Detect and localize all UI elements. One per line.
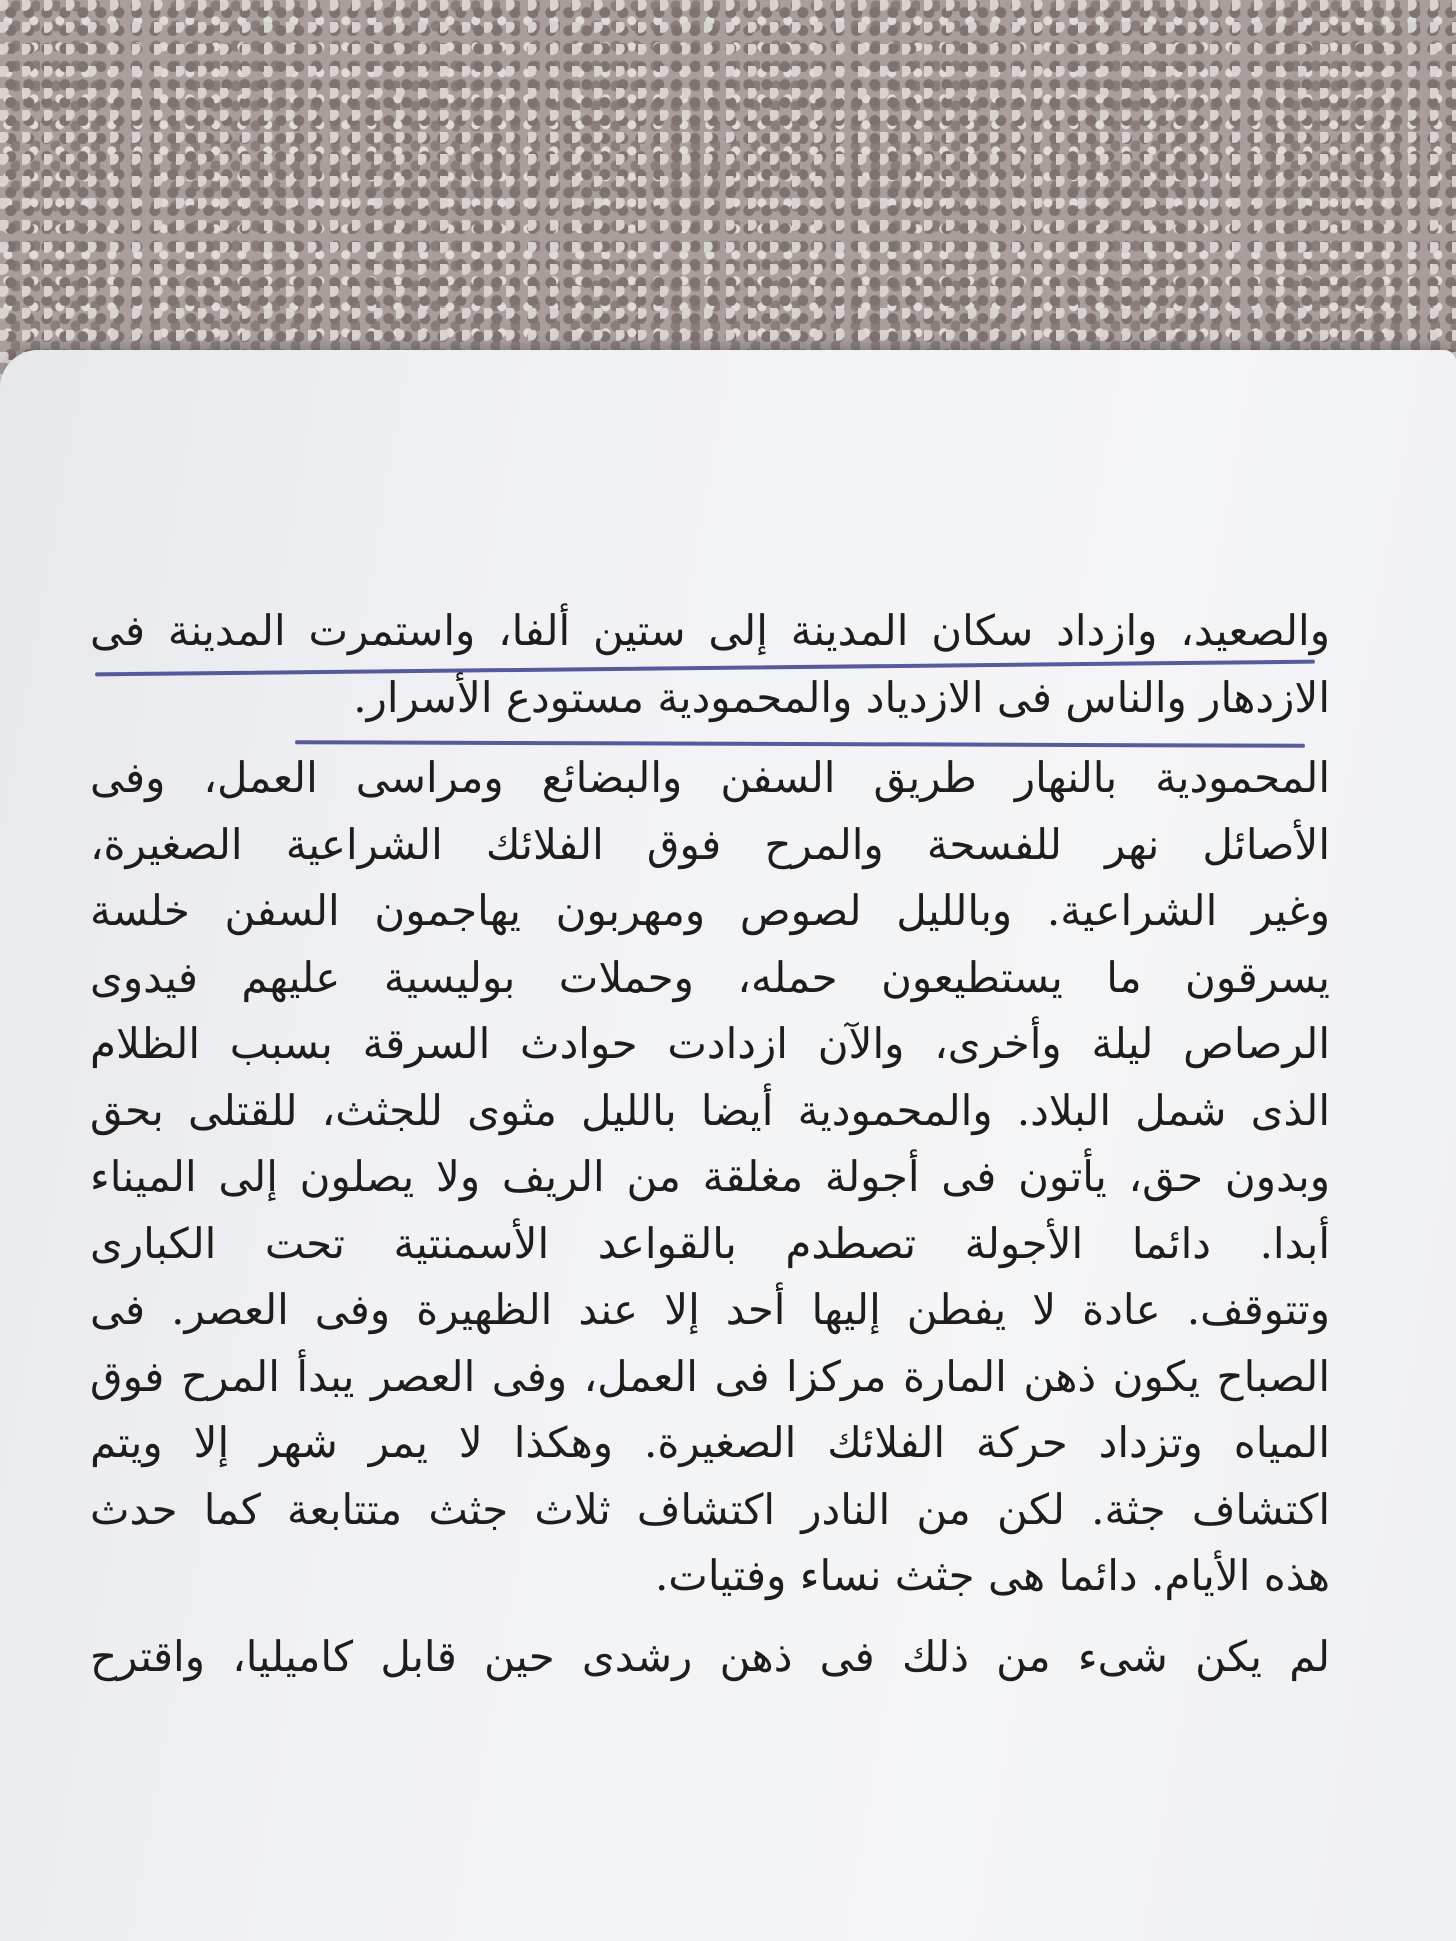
text-line: هذه الأيام. دائما هى جثث نساء وفتيات. [654, 1551, 1330, 1600]
text-line: اكتشاف جثة. لكن من النادر اكتشاف ثلاث جثث متتابعة كما حدث [90, 1484, 1330, 1534]
book-text [90, 598, 1330, 1690]
text-line: وبدون حق، يأتون فى أجولة مغلقة من الريف ولا يصلون إلى الميناء [90, 1152, 1330, 1201]
text-line: المحمودية بالنهار طريق السفن والبضائع ومراسى العمل، وفى [90, 753, 1330, 802]
text-line: وتتوقف. عادة لا يفطن إليها أحد إلا عند الظهيرة وفى العصر. فى [90, 1285, 1330, 1334]
text-line: الرصاص ليلة وأخرى، والآن ازدادت حوادث السرقة بسبب الظلام [90, 1019, 1330, 1068]
text-line: المياه وتزداد حركة الفلائك الصغيرة. وهكذا لا يمر شهر إلا ويتم [90, 1418, 1330, 1467]
text-line: وغير الشراعية. وبالليل لصوص ومهربون يهاجمون السفن خلسة [90, 886, 1330, 935]
paragraph-gap [90, 1610, 1330, 1624]
text-line: الذى شمل البلاد. والمحمودية أيضا بالليل مثوى للجثث، للقتلى بحق [90, 1085, 1330, 1135]
text-line: يسرقون ما يستطيعون حمله، وحملات بوليسية عليهم فيدوى [90, 952, 1330, 1002]
text-line: لم يكن شىء من ذلك فى ذهن رشدى حين قابل كاميليا، واقترح [90, 1631, 1330, 1681]
text-line: الصباح يكون ذهن المارة مركزا فى العمل، وفى العصر يبدأ المرح فوق [90, 1351, 1331, 1401]
text-line: والصعيد، وازداد سكان المدينة إلى ستين ألفا، واستمرت المدينة فى [90, 606, 1330, 655]
text-line: الأصائل نهر للفسحة والمرح فوق الفلائك الشراعية الصغيرة، [90, 819, 1330, 869]
text-line: الازدهار والناس فى الازدياد والمحمودية مستودع الأسرار. [353, 672, 1330, 722]
text-line: أبدا. دائما الأجولة تصطدم بالقواعد الأسمنتية تحت الكبارى [90, 1218, 1330, 1268]
